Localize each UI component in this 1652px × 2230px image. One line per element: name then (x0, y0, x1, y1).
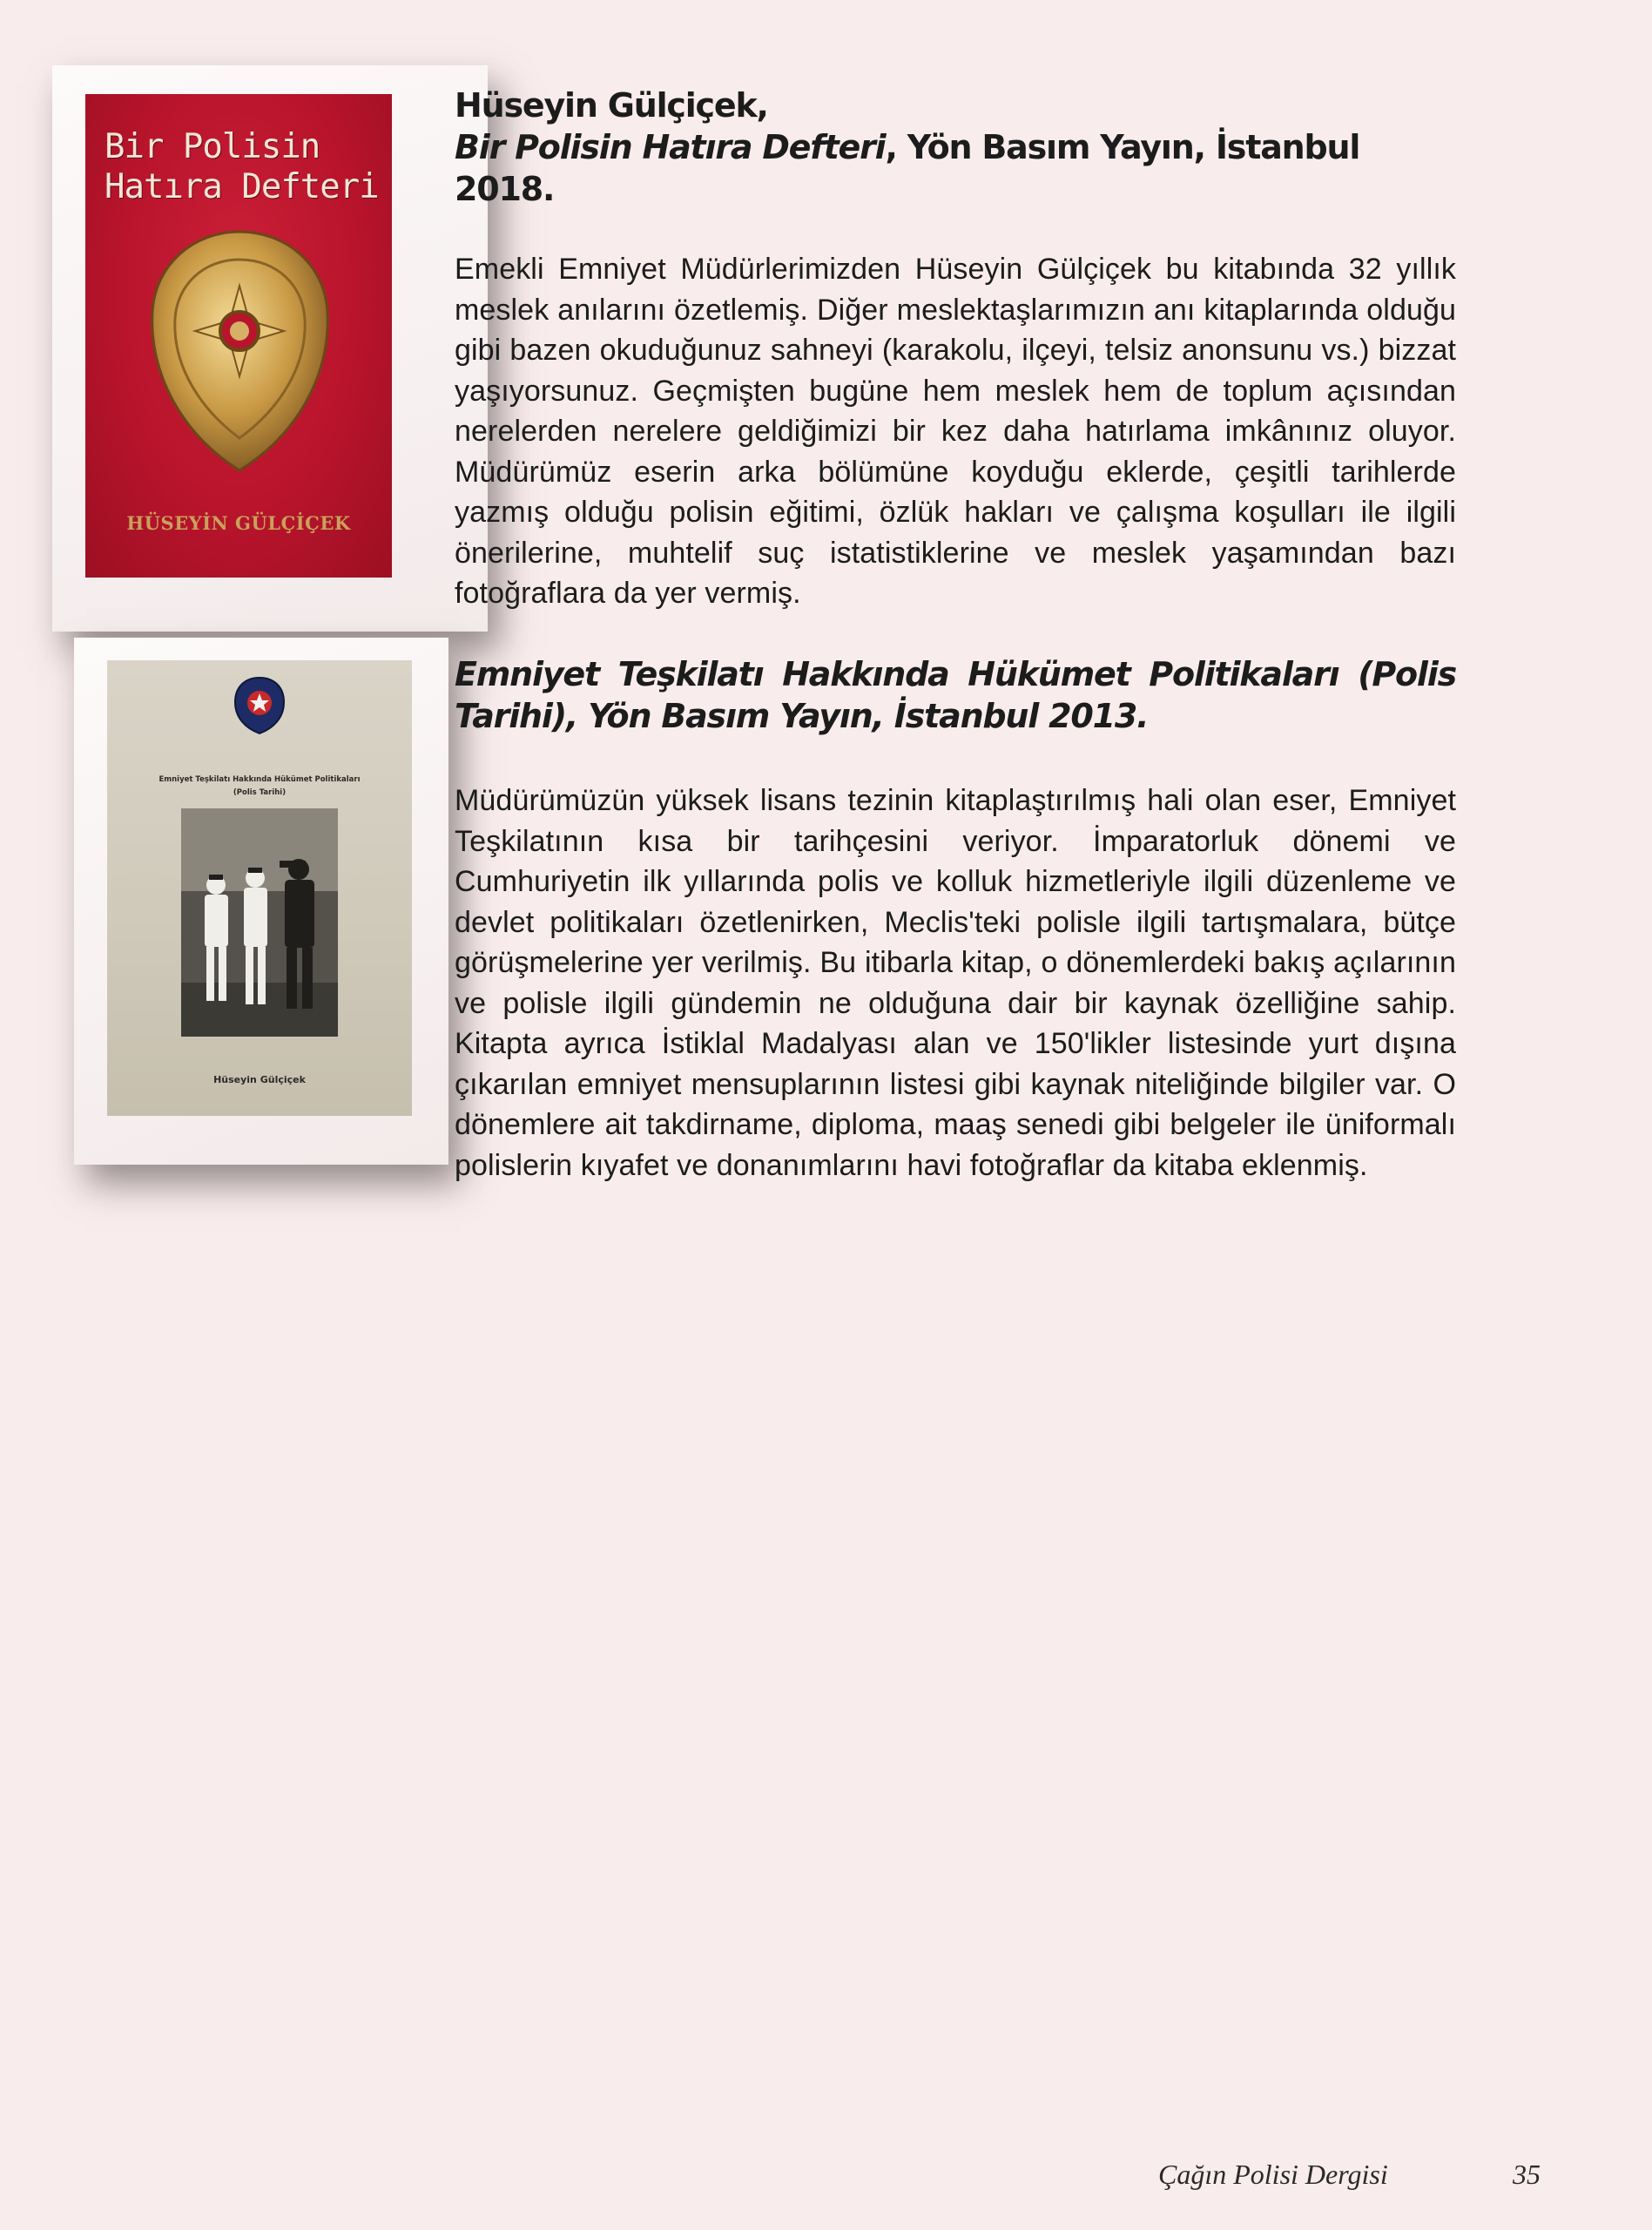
cover-author: Hüseyin Gülçiçek (213, 1074, 306, 1085)
cover-title-line: Bir Polisin (105, 127, 320, 166)
book2-entry (455, 653, 1456, 1186)
cover-title-line: Emniyet Teşkilatı Hakkında Hükümet Politikaları (158, 775, 361, 784)
cover-title (116, 774, 403, 800)
cover-title (105, 127, 383, 207)
page-number: 35 (1513, 2159, 1541, 2190)
book-title: Emniyet Teşkilatı Hakkında Hükümet Politikaları (Polis Tarihi), Yön Basım Yayın, İstanbul 2013. (455, 655, 1456, 735)
book-cover-image (85, 94, 392, 578)
book-title: Bir Polisin Hatıra Defteri (455, 128, 886, 166)
book2-description: Müdürümüzün yüksek lisans tezinin kitaplaştırılmış hali olan eser, Emniyet Teşkilatının kısa bir tarihçesini veriyor. İmparatorluk dönemi ve Cumhuriyetin ilk yıllarında polis ve kolluk hizmetleriyle ilgili düzenleme ve devlet politikaları özetlenirken, Meclis'teki polisle ilgili tartışmalara, bütçe görüşmelerine yer verilmiş. Bu itibarla kitap, o dönemlerdeki bakış açılarının ve polisle ilgili gündemin ne olduğuna dair bir kaynak özelliğine sahip. Kitapta ayrıca İstiklal Madalyası alan ve 150'likler listesinde yurt dışına çıkarılan emniyet mensuplarının listesi gibi kaynak niteliğinde bilgiler var. O dönemlere ait takdirname, diploma, maaş senedi gibi belgeler ile üniformalı polislerin kıyafet ve donanımlarını havi fotoğraflar da kitaba eklenmiş. (455, 784, 1456, 1182)
magazine-name: Çağın Polisi Dergisi (1158, 2159, 1388, 2190)
cover-title-line: Hatıra Defteri (105, 167, 379, 206)
publication-info: , Yön Basım Yayın, İstanbul 2018. (455, 128, 1360, 208)
cover-author: HÜSEYİN GÜLÇİÇEK (126, 512, 351, 534)
book2-heading (455, 653, 1456, 737)
historical-photo (181, 808, 338, 1037)
cover-title-line: (Polis Tarihi) (233, 788, 287, 797)
police-badge-icon (146, 225, 334, 477)
book-cover-image (107, 660, 412, 1116)
book1-heading (455, 84, 1456, 210)
author-name: Hüseyin Gülçiçek, (455, 86, 768, 125)
police-emblem-icon (233, 676, 286, 735)
book1-description: Emekli Emniyet Müdürlerimizden Hüseyin Gülçiçek bu kitabında 32 yıllık meslek anılarını özetlemiş. Diğer meslektaşlarımızın anı kitaplarında olduğu gibi bazen okuduğunuz sahneyi (karakolu, ilçeyi, telsiz anonsunu vs.) bizzat yaşıyorsunuz. Geçmişten bugüne hem meslek hem de toplum açısından nerelerden nerelere geldiğimizi bir kez daha hatırlama imkânınız oluyor. Müdürümüz eserin arka bölümüne koyduğu eklerde, çeşitli tarihlerde yazmış olduğu polisin eğitimi, özlük hakları ve çalışma koşulları ile ilgili önerilerine, muhtelif suç istatistiklerine ve meslek yaşamından bazı fotoğraflara da yer vermiş. (455, 253, 1456, 610)
book1-entry (455, 84, 1456, 614)
